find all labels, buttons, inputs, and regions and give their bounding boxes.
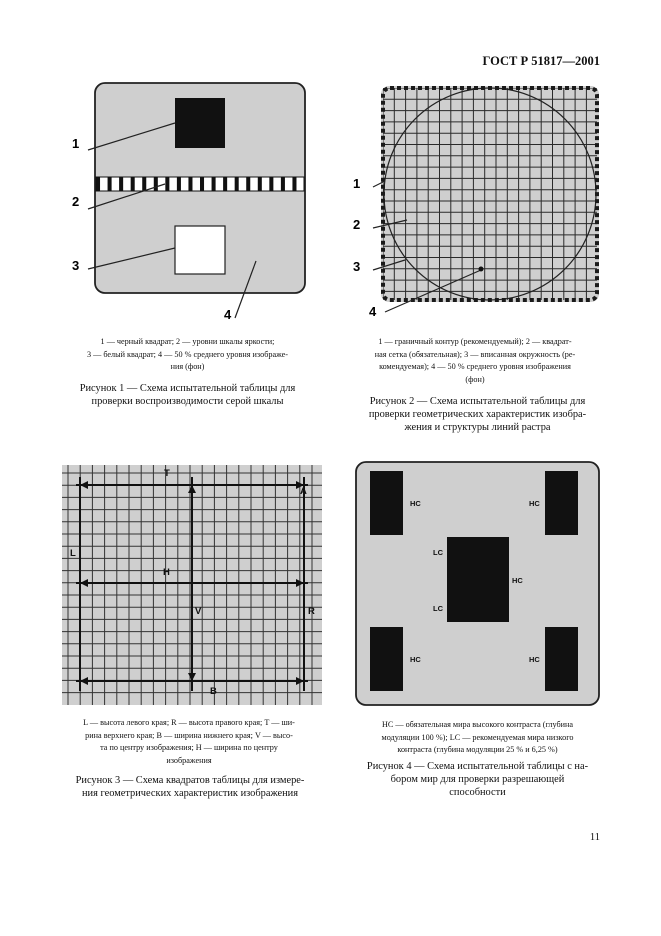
figure-2-legend-line: (фон) <box>465 374 485 384</box>
figure-2-legend-line: комендуемая); 4 — 50 % среднего уровня изображения <box>379 362 571 372</box>
figure-3-label-vertical: V <box>195 606 202 617</box>
figure-2-callout-1: 1 <box>353 176 361 191</box>
figure-1-callout-2: 2 <box>72 194 80 209</box>
figure-3-legend-line: та по центру изображения; H — ширина по центру <box>100 743 278 753</box>
figure-3-measurement-squares <box>62 465 322 705</box>
figure-4-center-block <box>447 537 509 622</box>
figure-1-brightness-strip <box>96 177 304 191</box>
figure-2-leader-4-dot <box>479 267 484 272</box>
figure-4-lc-label: LC <box>433 604 443 613</box>
figure-3-label-bottom: B <box>210 686 217 697</box>
figure-4-legend <box>350 719 605 757</box>
figure-3-legend-line: изображения <box>166 755 212 765</box>
figure-4-caption <box>345 760 610 799</box>
figure-2-caption-line: проверки геометрических характеристик изобра- <box>368 409 587 420</box>
figure-4-lc-label: LC <box>433 548 443 557</box>
figure-1-grayscale-chart <box>60 78 310 323</box>
figure-3-caption-line: ния геометрических характеристик изображения <box>81 788 299 799</box>
figure-2-geometry-grid <box>345 80 605 325</box>
figure-4-caption-line: бором мир для проверки разрешающей <box>390 774 565 785</box>
figure-4-legend-line: модуляции 100 %); LC — рекомендуемая мира низкого <box>381 732 574 742</box>
figure-4-hc-top-right <box>545 471 578 535</box>
figure-4-legend-line: HC — обязательная мира высокого контраста (глубина <box>381 720 574 729</box>
figure-2-legend <box>345 336 605 386</box>
figure-4-legend-line: контраста (глубина модуляции 25 % и 6,25 %) <box>397 745 558 755</box>
figure-4-hc-label: HC <box>410 655 421 664</box>
figure-3-legend-line: L — высота левого края; R — высота правого края; T — ши- <box>83 718 295 727</box>
figure-3-label-corner: A <box>300 486 307 497</box>
figure-2-callout-3: 3 <box>353 259 361 274</box>
figure-3-caption <box>40 774 340 800</box>
figure-4-resolution-charts <box>355 461 600 706</box>
figure-1-legend-line: ния (фон) <box>170 362 205 372</box>
figure-1-legend <box>60 336 315 374</box>
figure-1-caption-line: Рисунок 1 — Схема испытательной таблицы для <box>79 383 296 394</box>
figure-2-legend-line: 1 — граничный контур (рекомендуемый); 2 — квадрат- <box>378 337 572 346</box>
figure-2-callout-2: 2 <box>353 217 361 232</box>
figure-4-hc-bottom-right <box>545 627 578 691</box>
figure-1-caption-line: проверки воспроизводимости серой шкалы <box>91 396 284 407</box>
figure-3-label-left: L <box>70 548 76 559</box>
page-number: 11 <box>589 832 600 843</box>
figure-4-hc-label: HC <box>410 499 421 508</box>
figure-4-hc-bottom-left <box>370 627 403 691</box>
figure-1-caption <box>55 382 320 408</box>
figure-3-label-top: T <box>164 468 170 479</box>
figure-3-legend <box>58 717 320 767</box>
figure-2-caption-line: Рисунок 2 — Схема испытательной таблицы для <box>369 396 586 407</box>
figure-1-black-square <box>175 98 225 148</box>
figure-4-caption-line: способности <box>449 787 506 798</box>
figure-4-caption-line: Рисунок 4 — Схема испытательной таблицы с на- <box>366 761 589 772</box>
figure-1-callout-4: 4 <box>224 307 232 322</box>
figure-2-caption <box>345 395 610 434</box>
document-standard-number: ГОСТ Р 51817—2001 <box>482 54 600 68</box>
figure-2-background <box>381 86 599 302</box>
figure-3-caption-line: Рисунок 3 — Схема квадратов таблицы для измере- <box>75 775 305 786</box>
figure-1-legend-line: 1 — черный квадрат; 2 — уровни шкалы яркости; <box>100 337 275 346</box>
figure-2-caption-line: жения и структуры линий растра <box>404 422 551 433</box>
figure-1-legend-line: 3 — белый квадрат; 4 — 50 % среднего уровня изображе- <box>86 349 289 359</box>
figure-3-legend-line: рина верхнего края; B — ширина нижнего края; V — высо- <box>85 730 293 740</box>
figure-4-hc-label: HC <box>529 499 540 508</box>
figure-1-callout-3: 3 <box>72 258 80 273</box>
figure-1-callout-1: 1 <box>72 136 80 151</box>
figure-3-label-right: R <box>308 606 315 617</box>
figure-1-white-square <box>175 226 225 274</box>
figure-4-hc-top-left <box>370 471 403 535</box>
figure-2-legend-line: ная сетка (обязательная); 3 — вписанная окружность (ре- <box>374 349 576 359</box>
figure-4-hc-label: HC <box>529 655 540 664</box>
figure-3-label-center: H <box>163 567 170 578</box>
figure-4-hc-label: HC <box>512 576 523 585</box>
figure-2-callout-4: 4 <box>369 304 377 319</box>
